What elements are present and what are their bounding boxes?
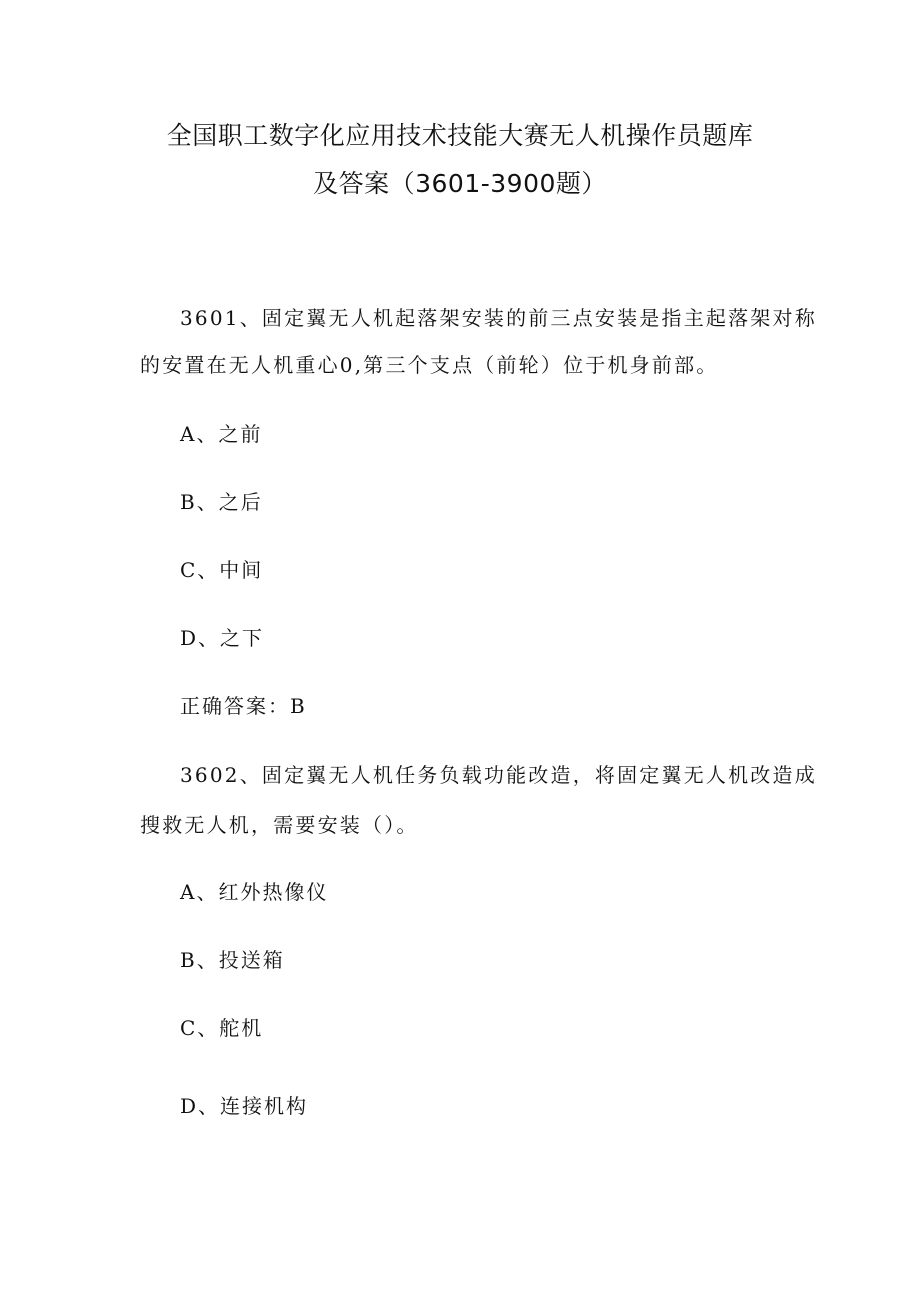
question-stem-line-2: 的安置在无人机重心0,第三个支点（前轮）位于机身前部。 [140, 353, 719, 377]
option-a: A、红外热像仪 [180, 880, 329, 904]
document-title-line-1: 全国职工数字化应用技术技能大赛无人机操作员题库 [166, 121, 754, 150]
option-d: D、之下 [180, 626, 265, 650]
option-b: B、投送箱 [180, 948, 285, 972]
question-stem-line-1: 3602、固定翼无人机任务负载功能改造，将固定翼无人机改造成 [180, 763, 817, 787]
option-d: D、连接机构 [180, 1094, 309, 1118]
option-c: C、中间 [180, 558, 264, 582]
option-a: A、之前 [180, 422, 263, 446]
option-c: C、舵机 [180, 1016, 264, 1040]
option-b: B、之后 [180, 490, 263, 514]
question-stem-line-1: 3601、固定翼无人机起落架安装的前三点安装是指主起落架对称 [180, 306, 817, 330]
correct-answer: 正确答案：B [180, 694, 307, 718]
question-stem-line-2: 搜救无人机，需要安装（）。 [140, 813, 419, 837]
document-title-line-2: 及答案（3601-3900题） [313, 169, 607, 198]
